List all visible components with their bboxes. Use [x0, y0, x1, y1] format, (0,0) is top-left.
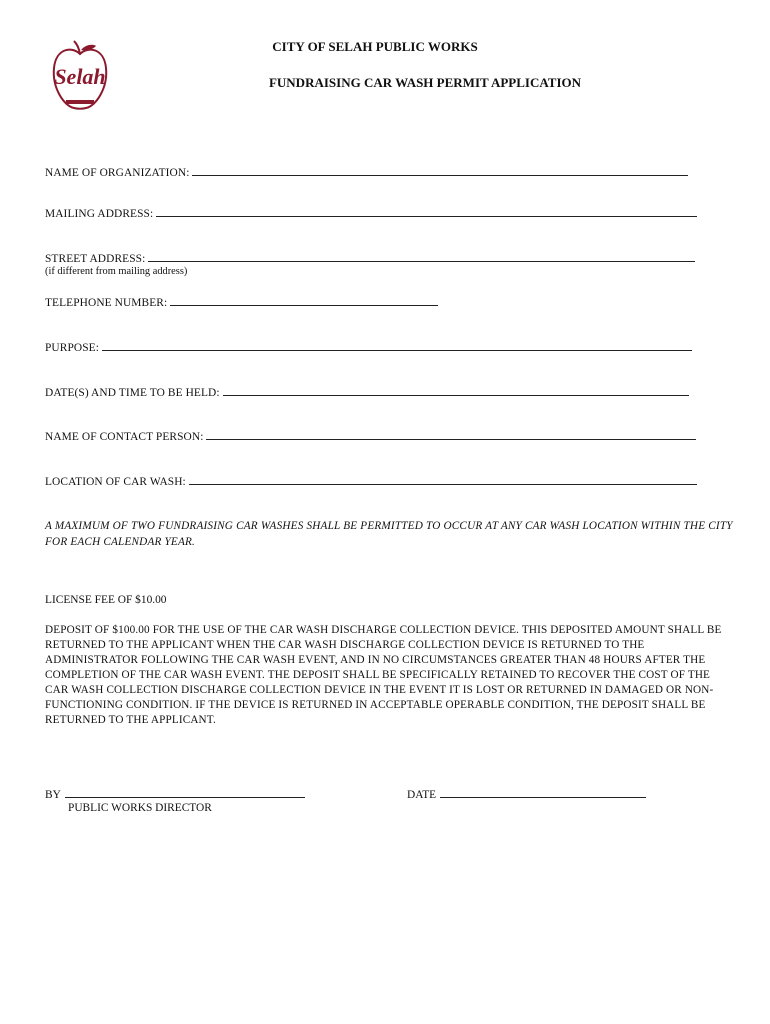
by-label: BY: [45, 789, 61, 801]
dates-field: [45, 385, 689, 399]
purpose-label: PURPOSE:: [45, 342, 99, 354]
street-address-field: [45, 251, 695, 265]
organization-label: NAME OF ORGANIZATION:: [45, 167, 190, 179]
page-title: CITY OF SELAH PUBLIC WORKS: [272, 39, 478, 54]
logo-text: Selah: [54, 64, 106, 89]
signature-by-field: [45, 787, 305, 801]
form-title: FUNDRAISING CAR WASH PERMIT APPLICATION: [268, 75, 582, 90]
dates-input[interactable]: [223, 385, 689, 396]
contact-person-label: NAME OF CONTACT PERSON:: [45, 431, 204, 443]
signature-input[interactable]: [65, 787, 305, 798]
date-label: DATE: [407, 789, 437, 801]
mailing-address-input[interactable]: [156, 206, 697, 217]
signature-date-field: [407, 787, 646, 801]
notice-text: A MAXIMUM OF TWO FUNDRAISING CAR WASHES SHALL BE PERMITTED TO OCCUR AT ANY CAR WASH LOCATION WITHIN THE CITY FOR EACH CALENDAR YEAR.: [45, 520, 733, 548]
purpose-field: [45, 340, 692, 354]
location-label: LOCATION OF CAR WASH:: [45, 476, 186, 488]
mailing-address-label: MAILING ADDRESS:: [45, 208, 154, 220]
street-address-note: (if different from mailing address): [45, 266, 188, 277]
telephone-label: TELEPHONE NUMBER:: [45, 297, 168, 309]
mailing-address-field: [45, 206, 697, 220]
organization-input[interactable]: [192, 165, 688, 176]
organization-field: [45, 165, 688, 179]
director-title: PUBLIC WORKS DIRECTOR: [68, 802, 212, 814]
date-input[interactable]: [440, 787, 646, 798]
contact-person-input[interactable]: [206, 429, 696, 440]
telephone-input[interactable]: [170, 295, 438, 306]
location-input[interactable]: [189, 474, 697, 485]
license-fee: LICENSE FEE OF $10.00: [45, 594, 167, 606]
street-address-input[interactable]: [148, 251, 695, 262]
telephone-field: [45, 295, 438, 309]
street-address-label: STREET ADDRESS:: [45, 253, 146, 265]
purpose-input[interactable]: [102, 340, 692, 351]
contact-person-field: [45, 429, 696, 443]
deposit-paragraph: DEPOSIT OF $100.00 FOR THE USE OF THE CAR WASH DISCHARGE COLLECTION DEVICE. THIS DEPOSITED AMOUNT SHALL BE RETURNED TO THE APPLICANT WHEN THE CAR WASH DISCHARGE COLLECTION DEVICE IS RETURNED TO THE ADMINISTRATOR FOLLOWING THE CAR WASH EVENT, AND IN NO CIRCUMSTANCES GREATER THAN 48 HOURS AFTER THE COMPLETION OF THE CAR WASH EVENT. THE DEPOSIT SHALL BE SPECIFICALLY RETAINED TO RECOVER THE COST OF THE CAR WASH COLLECTION DISCHARGE COLLECTION DEVICE IN THE EVENT IT IS LOST OR RETURNED IN DAMAGED OR NON-FUNCTIONING CONDITION. IF THE DEVICE IS RETURNED IN ACCEPTABLE OPERABLE CONDITION, THE DEPOSIT SHALL BE RETURNED TO THE APPLICANT.: [45, 624, 722, 726]
dates-label: DATE(S) AND TIME TO BE HELD:: [45, 387, 220, 399]
location-field: [45, 474, 697, 488]
